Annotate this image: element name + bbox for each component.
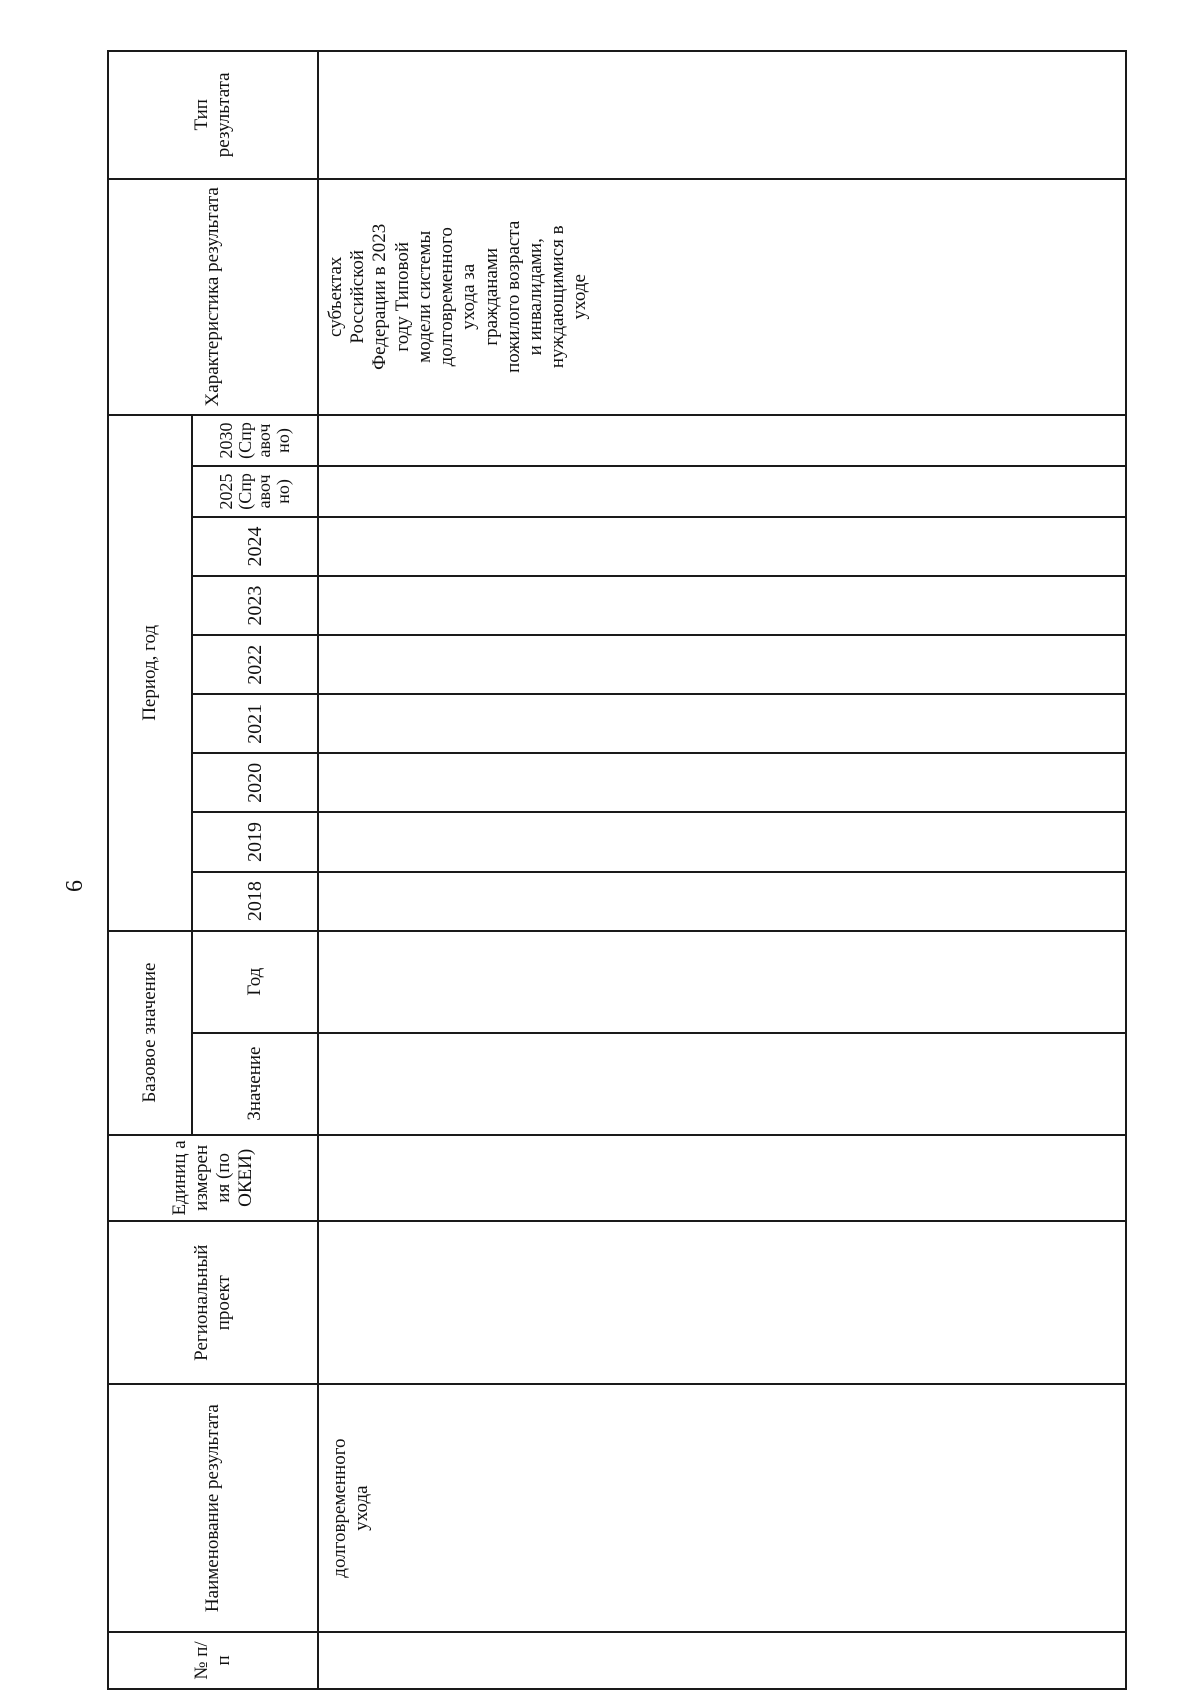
cell-year-2023 bbox=[318, 576, 1126, 635]
cell-year-2025 bbox=[318, 466, 1126, 517]
header-regional-project: Региональный проект bbox=[108, 1221, 318, 1384]
cell-year-2019 bbox=[318, 812, 1126, 871]
header-base-value-year: Год bbox=[192, 931, 318, 1033]
header-year-2024: 2024 bbox=[192, 517, 318, 576]
cell-year-2022 bbox=[318, 635, 1126, 694]
table-row bbox=[318, 51, 1126, 1689]
header-period: Период, год bbox=[108, 415, 192, 931]
header-year-2019: 2019 bbox=[192, 812, 318, 871]
header-year-2020: 2020 bbox=[192, 753, 318, 812]
cell-characteristic: субъектах Российской Федерации в 2023 году Типовой модели системы долговременного ухода за гражданами пожилого возраста и инвалидами, нуждающимися в уходе bbox=[318, 179, 1126, 415]
header-year-2022: 2022 bbox=[192, 635, 318, 694]
header-type: Тип результата bbox=[108, 51, 318, 179]
cell-name: долговременного ухода bbox=[318, 1384, 1126, 1632]
header-year-2023: 2023 bbox=[192, 576, 318, 635]
cell-unit bbox=[318, 1135, 1126, 1222]
results-sheet bbox=[107, 50, 1127, 1690]
page-number: 6 bbox=[62, 880, 88, 892]
cell-year-2021 bbox=[318, 694, 1126, 753]
cell-year-2024 bbox=[318, 517, 1126, 576]
header-base-value: Базовое значение bbox=[108, 931, 192, 1135]
cell-regional-project bbox=[318, 1221, 1126, 1384]
cell-year-2030 bbox=[318, 415, 1126, 466]
header-num: № п/п bbox=[108, 1632, 318, 1689]
cell-type bbox=[318, 51, 1126, 179]
header-year-2021: 2021 bbox=[192, 694, 318, 753]
header-base-value-value: Значение bbox=[192, 1033, 318, 1135]
cell-base-value-year bbox=[318, 931, 1126, 1033]
cell-base-value-value bbox=[318, 1033, 1126, 1135]
cell-year-2018 bbox=[318, 872, 1126, 931]
header-year-2030: 2030 (Спр авоч но) bbox=[192, 415, 318, 466]
results-table bbox=[107, 50, 1127, 1690]
header-unit: Единиц а измерен ия (по ОКЕИ) bbox=[108, 1135, 318, 1222]
cell-num bbox=[318, 1632, 1126, 1689]
header-year-2018: 2018 bbox=[192, 872, 318, 931]
header-year-2025: 2025 (Спр авоч но) bbox=[192, 466, 318, 517]
header-characteristic: Характеристика результата bbox=[108, 179, 318, 415]
header-row-top bbox=[108, 51, 192, 1689]
cell-year-2020 bbox=[318, 753, 1126, 812]
header-name: Наименование результата bbox=[108, 1384, 318, 1632]
